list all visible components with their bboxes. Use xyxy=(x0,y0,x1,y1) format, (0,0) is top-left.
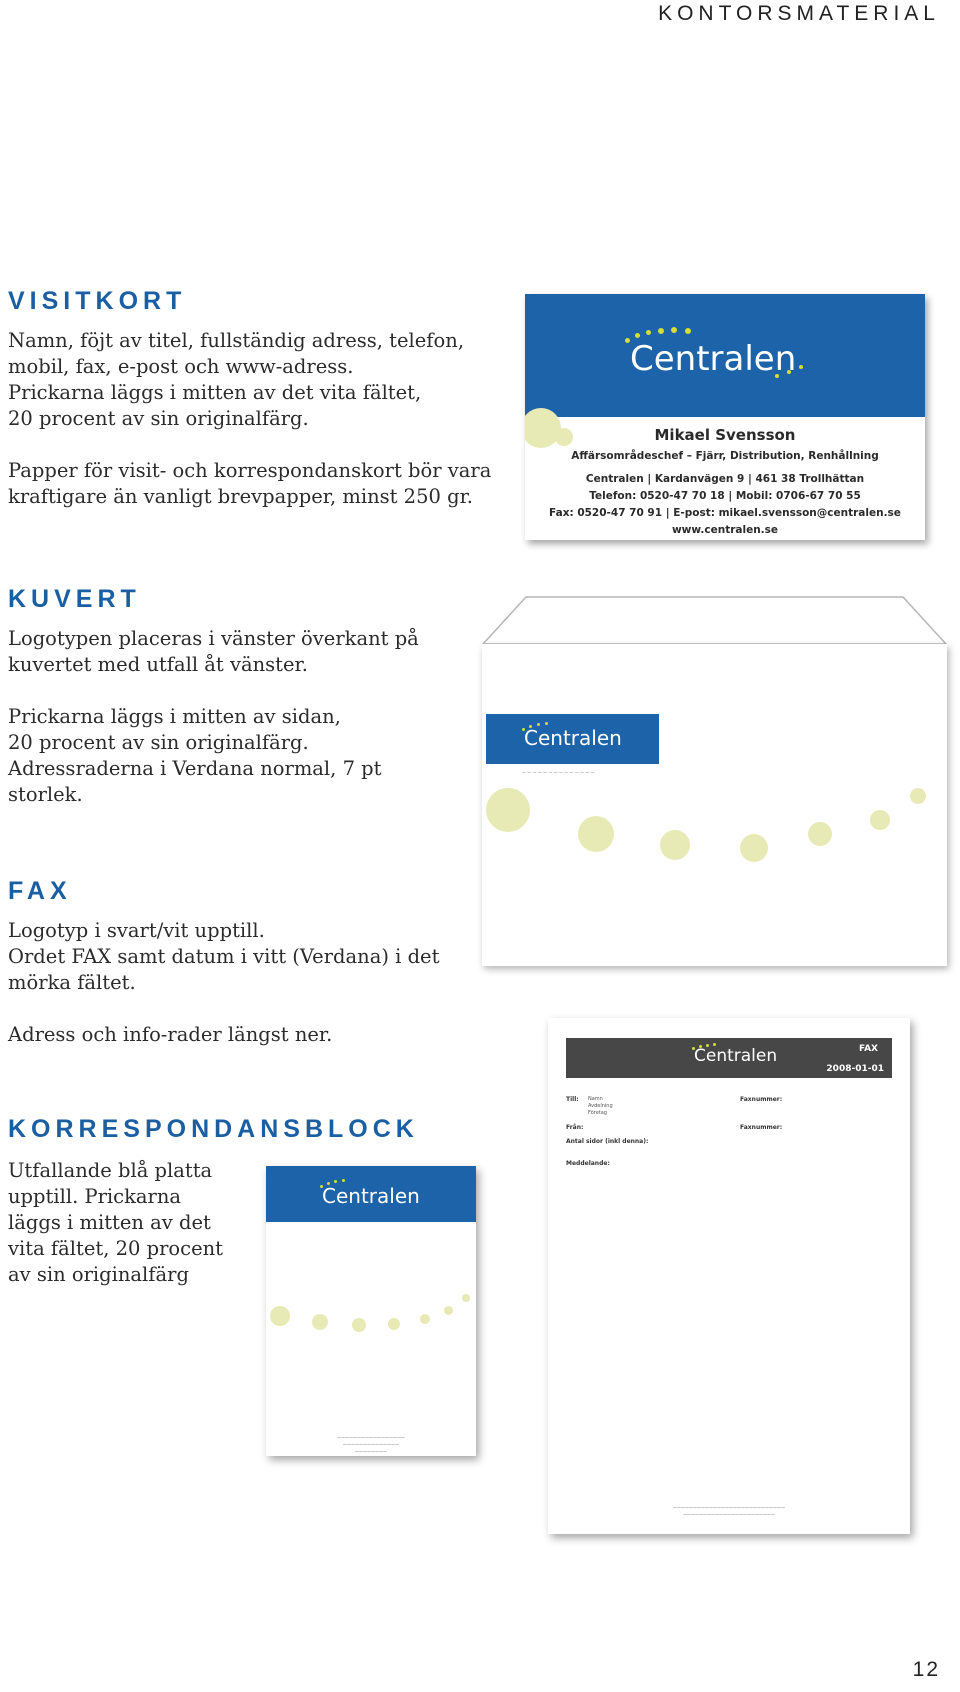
text-line: Adress och info-rader längst ner. xyxy=(8,1023,333,1046)
fax-till-line: Avdelning xyxy=(588,1103,613,1109)
envelope-body xyxy=(482,644,947,966)
card-logo: Centralen xyxy=(630,339,797,379)
fax-text xyxy=(8,918,439,1048)
business-card-mockup xyxy=(525,294,925,540)
text-line: 20 procent av sin originalfärg. xyxy=(8,731,309,754)
card-fax-email: Fax: 0520-47 70 91 | E-post: mikael.svensson@centralen.se xyxy=(549,507,901,519)
card-web: www.centralen.se xyxy=(671,524,779,536)
section-title-fax: FAX xyxy=(8,877,72,905)
envelope-mockup xyxy=(482,596,947,968)
pad-footer-lines: ————————————————— —————————————— ———————— xyxy=(337,1435,405,1454)
fax-label: FAX xyxy=(858,1044,878,1054)
fax-till-line: Namn xyxy=(588,1096,603,1102)
card-blue-band xyxy=(525,294,925,417)
fax-footer-lines: ———————————————————————————— ——————————————————————— xyxy=(673,1505,785,1517)
text-line: mobil, fax, e-post och www-adress. xyxy=(8,355,354,378)
section-title-visitkort: VISITKORT xyxy=(8,287,187,315)
pad-logo: Centralen xyxy=(322,1184,420,1208)
text-line: läggs i mitten av det xyxy=(8,1211,211,1234)
fax-sheet-mockup xyxy=(548,1018,910,1534)
text-line: Adressraderna i Verdana normal, 7 pt xyxy=(8,757,382,780)
fax-dark-band xyxy=(566,1038,892,1078)
text-line: kuvertet med utfall åt vänster. xyxy=(8,653,308,676)
fax-field-till: Till: xyxy=(566,1096,579,1103)
text-line: Utfallande blå platta xyxy=(8,1159,213,1182)
text-line: Papper för visit- och korrespondanskort bör vara xyxy=(8,459,492,482)
correspondence-block-mockup xyxy=(266,1166,476,1456)
text-line: storlek. xyxy=(8,783,83,806)
envelope-logo-band xyxy=(486,714,659,764)
card-name: Mikael Svensson xyxy=(654,426,796,444)
running-header: KONTORSMATERIAL xyxy=(658,2,940,25)
text-line: 20 procent av sin originalfärg. xyxy=(8,407,309,430)
text-line: mörka fältet. xyxy=(8,971,136,994)
text-line: Prickarna läggs i mitten av sidan, xyxy=(8,705,341,728)
fax-field-faxnummer-1: Faxnummer: xyxy=(740,1096,783,1103)
fax-field-fran: Från: xyxy=(566,1124,584,1131)
korrespondansblock-text xyxy=(8,1158,223,1288)
fax-field-faxnummer-2: Faxnummer: xyxy=(740,1124,783,1131)
fax-date: 2008-01-01 xyxy=(826,1064,884,1074)
card-phone: Telefon: 0520-47 70 18 | Mobil: 0706-67 70 55 xyxy=(589,490,861,502)
text-line: Ordet FAX samt datum i vitt (Verdana) i det xyxy=(8,945,440,968)
text-line: Namn, föjt av titel, fullständig adress, telefon, xyxy=(8,329,465,352)
card-title: Affärsområdeschef – Fjärr, Distribution, Renhållning xyxy=(571,450,879,462)
section-title-korrespondansblock: KORRESPONDANSBLOCK xyxy=(8,1115,419,1143)
card-address: Centralen | Kardanvägen 9 | 461 38 Trollhättan xyxy=(585,473,865,485)
page-number: 12 xyxy=(912,1658,940,1681)
text-line: vita fältet, 20 procent xyxy=(8,1237,224,1260)
fax-field-antal-sidor: Antal sidor (inkl denna): xyxy=(566,1138,649,1145)
text-line: Logotyp i svart/vit upptill. xyxy=(8,919,265,942)
pad-blue-band xyxy=(266,1166,476,1222)
section-title-kuvert: KUVERT xyxy=(8,585,141,613)
text-line: upptill. Prickarna xyxy=(8,1185,182,1208)
text-line: Logotypen placeras i vänster överkant på xyxy=(8,627,419,650)
text-line: Prickarna läggs i mitten av det vita fältet, xyxy=(8,381,422,404)
fax-field-meddelande: Meddelande: xyxy=(566,1160,610,1167)
envelope-address-line: — — — — — — — — — — — — — — xyxy=(522,770,595,775)
kuvert-text xyxy=(8,626,419,808)
envelope-logo: Centralen xyxy=(524,726,622,750)
fax-logo: Centralen xyxy=(694,1046,778,1066)
fax-till-lines xyxy=(588,1096,613,1117)
fax-till-line: Företag xyxy=(588,1110,607,1116)
visitkort-text xyxy=(8,328,491,510)
text-line: av sin originalfärg xyxy=(8,1263,189,1286)
text-line: kraftigare än vanligt brevpapper, minst 250 gr. xyxy=(8,485,473,508)
card-contact-block xyxy=(525,426,925,539)
